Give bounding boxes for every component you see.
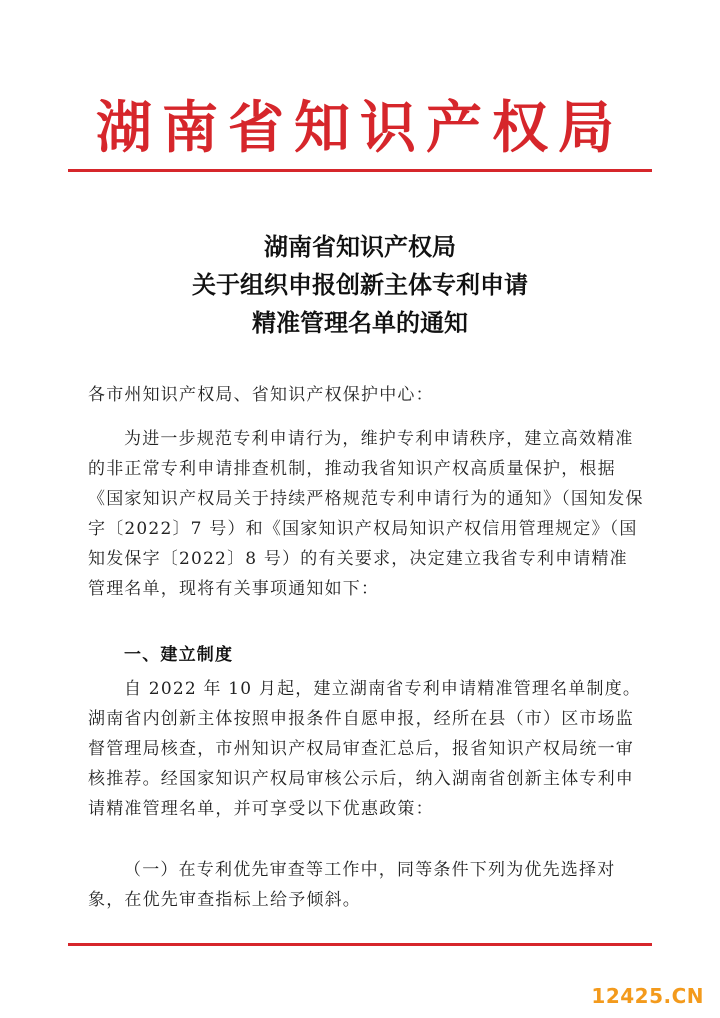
footer-divider [68, 943, 652, 946]
policy-item-1: （一）在专利优先审查等工作中，同等条件下列为优先选择对象，在优先审查指标上给予倾斜。 [88, 860, 616, 910]
salutation: 各市州知识产权局、省知识产权保护中心： [88, 385, 434, 405]
section-heading-establish-system: 一、建立制度 [124, 645, 234, 665]
notice-title-line-1: 湖南省知识产权局 [264, 232, 456, 261]
intro-paragraph: 为进一步规范专利申请行为，维护专利申请秩序，建立高效精准的非正常专利申请排查机制，推动我省知识产权高质量保护，根据《国家知识产权局关于持续严格规范专利申请行为的通知》（国知发保字〔2022〕7 号）和《国家知识产权局知识产权信用管理规定》（国知发保字〔2022〕8 号）的有关要求，决定建立我省专利申请精准管理名单，现将有关事项通知如下： [88, 429, 644, 599]
site-watermark: 12425.CN [591, 984, 704, 1008]
notice-title-line-3: 精准管理名单的通知 [252, 308, 468, 337]
section-body-paragraph: 自 2022 年 10 月起，建立湖南省专利申请精准管理名单制度。湖南省内创新主体按照申报条件自愿申报，经所在县（市）区市场监督管理局核查，市州知识产权局审查汇总后，报省知识产权局统一审核推荐。经国家知识产权局审核公示后，纳入湖南省创新主体专利申请精准管理名单，并可享受以下优惠政策： [88, 679, 642, 819]
header-divider [68, 169, 652, 172]
notice-title-line-2: 关于组织申报创新主体专利申请 [192, 270, 528, 299]
issuer-masthead: 湖南省知识产权局 [96, 95, 624, 161]
notice-title [0, 228, 720, 342]
